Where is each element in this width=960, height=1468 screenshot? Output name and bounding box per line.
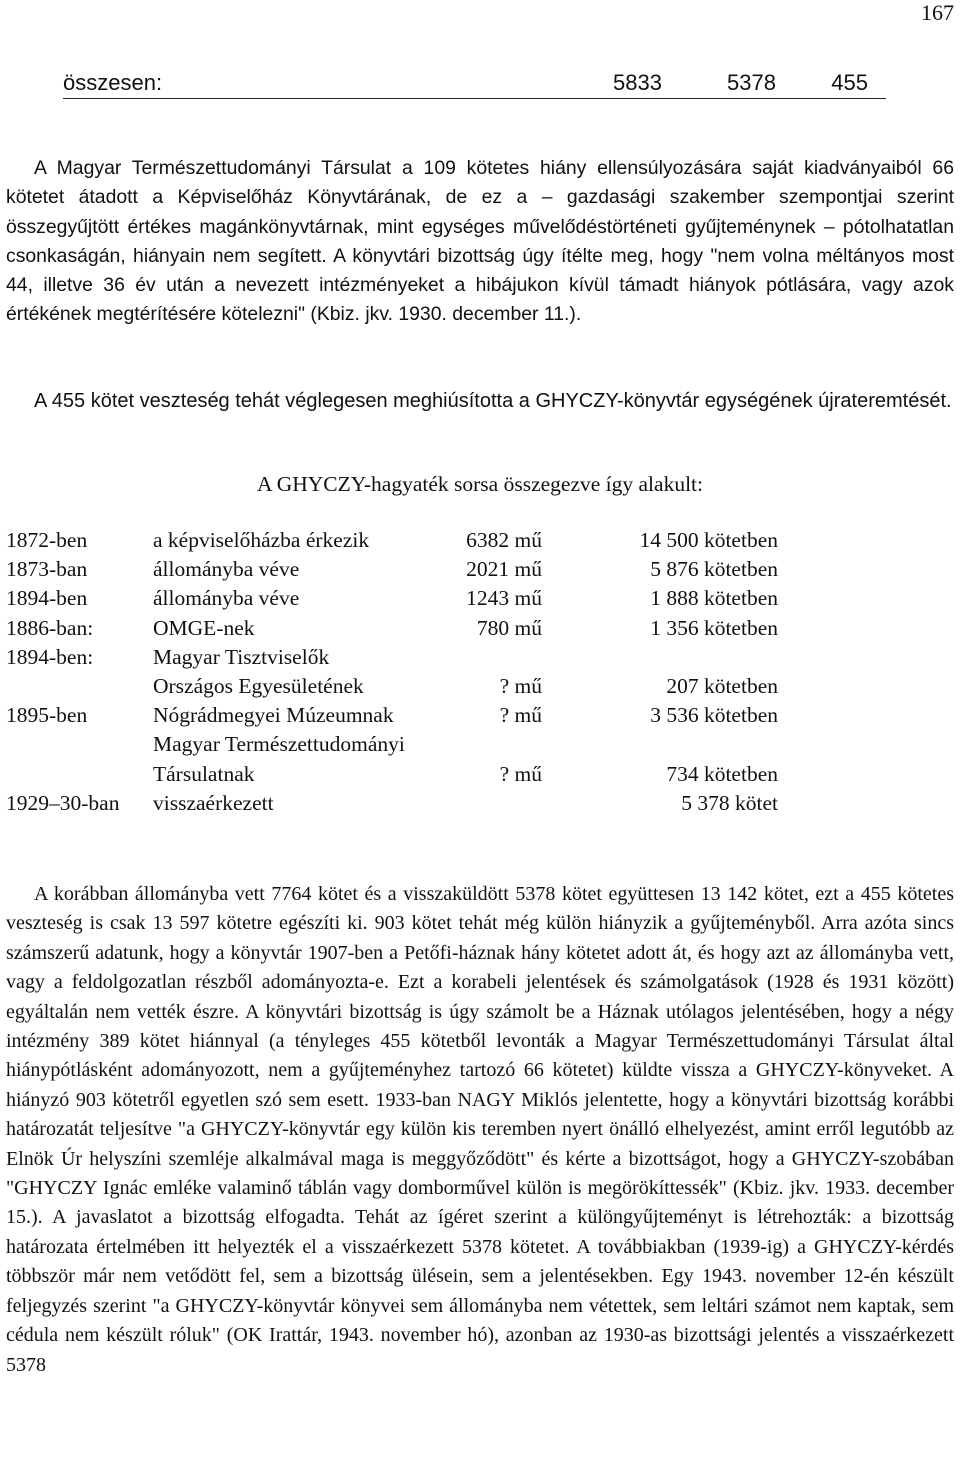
ledger-works: 780 mű [476,615,542,640]
ledger-works: ? mű [499,761,542,786]
ledger-row [0,557,960,586]
ledger-volumes: 1 356 kötetben [650,615,778,640]
ledger-volumes: 207 kötetben [666,673,778,698]
ledger-year: 1886-ban: [6,615,94,640]
ledger-year: 1894-ben [6,586,88,611]
ledger-description: Országos Egyesületének [153,673,364,698]
ledger-description: a képviselőházba érkezik [153,528,370,552]
ledger-year: 1895-ben [6,703,88,728]
ledger-volumes: 3 536 kötetben [650,703,778,728]
ledger-volumes: 14 500 kötetben [639,528,778,552]
ledger-works: 2021 mű [466,557,542,582]
page-number: 167 [921,0,954,25]
paragraph-main: A korábban állományba vett 7764 kötet és a visszaküldött 5378 kötet együttesen 13 142 kötet, ezt a 455 kötetes veszteség is csak 13 597 kötetre egészíti ki. 903 kötet tehát még külön hiányzik a gyűjteményből. Arra azóta sincs számszerű adatunk, hogy a könyvtár 1907-ben a Petőfi-háznak hány kötetet adott át, és hogy azt az állományba vett, vagy a feldolgozatlan részből adományozta-e. Ezt a korabeli jelentések és számolgatások (1928 és 1931 között) egyáltalán nem vették észre. A könyvtári bizottság is úgy számolt be a Háznak utólagos jelentésében, hogy a négy intézmény 389 kötet hiánnyal (a tényleges 455 kötetből levonták a Magyar Természettudományi Társulat által hiánypótlásként adományozott, nem a gyűjteményhez tartozó 66 kötetet) küldte vissza a GHYCZY-könyveket. A hiányzó 903 kötetről egyetlen szó sem esett. 1933-ban NAGY Miklós jelentette, hogy a könyvtári bizottság korábbi határozatát teljesítve "a GHYCZY-könyvtár egy külön kis teremben nyert önálló elhelyezést, amint erről legutóbb az Elnök Úr helyszíni szemléje alkalmával maga is meggyőződött" és kérte a bizottságot, hogy a GHYCZY-szobában "GHYCZY Ignác emléke valaminő táblán vagy domborművel külön is megörökíttessék" (Kbiz. jkv. 1933. december 15.). A javaslatot a bizottság elfogadta. Tehát az ígéret szerint a különgyűjteményt is létrehozták: a bizottság határozata értelmében itt helyezték el a visszaérkezett 5378 kötetet. A továbbiakban (1939-ig) a GHYCZY-kérdés többször már nem vetődött fel, sem a bizottság ülésein, sem a jelentésekben. Egy 1943. november 12-én készült feljegyzés szerint "a GHYCZY-könyvtár könyvei sem állományba nem vétettek, sem leltári számot nem kaptak, sem cédula nem készült róluk" (OK Irattár, 1943. november hó), azonban az 1930-as bizottsági jelentés a visszaérkezett 5378 [6,883,954,1376]
ledger-row [0,703,960,732]
ledger-works: 1243 mű [466,586,542,611]
ledger-description: OMGE-nek [153,615,255,640]
ledger-works: ? mű [499,673,542,698]
ledger-row [0,762,960,791]
ledger-works: ? mű [499,703,542,728]
ledger-description: állományba véve [153,557,300,582]
ledger-volumes: 1 888 kötetben [650,586,778,611]
paragraph-1: A Magyar Természettudományi Társulat a 109 kötetes hiány ellensúlyozására saját kiadványaiból 66 kötetet átadott a Képviselőház Könyvtárának, de ez a – gazdasági szakember szempontjai szerint összegyűjtött értékes magánkönyvtárnak, mint egységes művelődéstörténeti gyűjteménynek – pótolhatatlan csonkaságán, hiányain nem segített. A könyvtári bizottság úgy ítélte meg, hogy "nem volna méltányos most 44, illetve 36 év után a nevezett intézményeket a hibájukon kívül támadt hiányok pótlására, vagy azok értékének megtérítésére kötelezni" (Kbiz. jkv. 1930. december 11.). [6,157,954,326]
ledger-row [0,674,960,703]
ledger-description: Társulatnak [153,761,255,786]
ledger-description: Magyar Tisztviselők [153,644,330,669]
ledger-row [0,616,960,645]
summary-row [63,70,886,99]
ledger-description: visszaérkezett [153,790,274,815]
ledger-row [0,528,960,557]
ledger-year: 1894-ben: [6,644,94,669]
ledger-description: állományba véve [153,586,300,611]
ledger-volumes: 5 378 kötet [681,790,778,815]
ledger-volumes: 5 876 kötetben [650,557,778,582]
paragraph-2: A 455 kötet veszteség tehát véglegesen meghiúsította a GHYCZY-könyvtár egységének újrateremtését. [34,390,952,412]
history-ledger [0,528,960,820]
ledger-row [0,791,960,820]
ledger-row [0,586,960,615]
section-intro: A GHYCZY-hagyaték sorsa összegezve így alakult: [256,472,703,496]
ledger-row [0,645,960,674]
ledger-year: 1872-ben [6,528,88,552]
ledger-volumes: 734 kötetben [666,761,778,786]
summary-value-1: 5833 [613,70,662,95]
summary-value-2: 5378 [727,70,776,95]
ledger-year: 1873-ban [6,557,88,582]
ledger-year: 1929–30-ban [6,790,120,815]
ledger-description: Nógrádmegyei Múzeumnak [153,703,394,728]
summary-label: összesen: [63,70,163,95]
summary-value-3: 455 [831,70,868,95]
ledger-row [0,732,960,761]
ledger-works: 6382 mű [466,528,542,552]
ledger-description: Magyar Természettudományi [153,732,405,757]
